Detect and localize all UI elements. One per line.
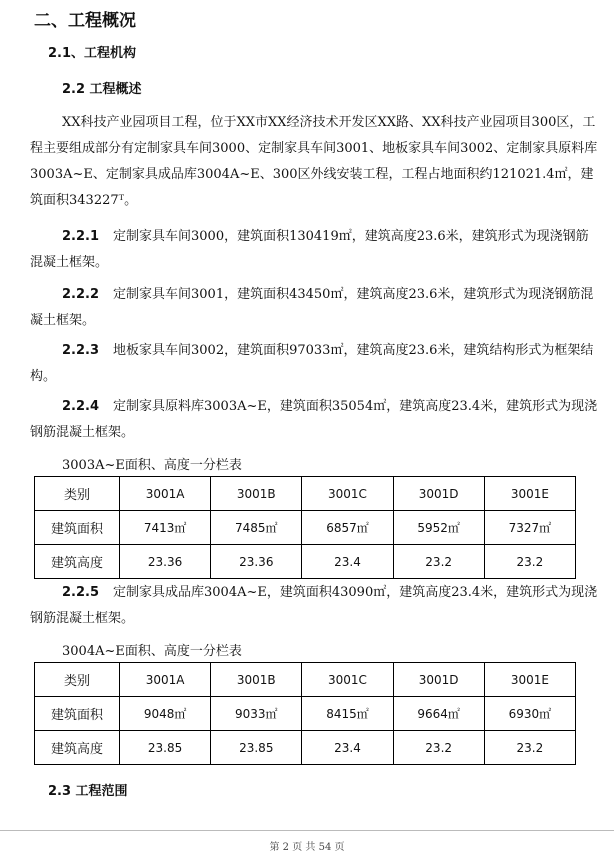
table-cell: 3001E (484, 663, 575, 697)
item-text: 定制家具车间3000，建筑面积130419㎡，建筑高度23.6米，建筑形式为现浇钢筋混凝土框架。 (30, 229, 589, 270)
table-3004 (34, 662, 576, 765)
table-cell: 3001B (211, 477, 302, 511)
table-cell: 9033㎡ (211, 697, 302, 731)
table-cell: 3001A (120, 663, 211, 697)
item-2-2-5 (30, 580, 600, 632)
table-row (35, 477, 576, 511)
table-3003 (34, 476, 576, 579)
table-cell: 23.4 (302, 545, 393, 579)
section-2-2-heading: 2.2 工程概述 (62, 82, 142, 97)
item-number: 2.2.2 (62, 287, 100, 302)
chapter-heading: 二、工程概况 (34, 11, 136, 31)
table2-caption: 3004A~E面积、高度一分栏表 (62, 644, 242, 659)
table-cell: 6930㎡ (484, 697, 575, 731)
item-text: 定制家具车间3001，建筑面积43450㎡，建筑高度23.6米，建筑形式为现浇钢筋混凝土框架。 (30, 287, 594, 328)
table-cell: 9048㎡ (120, 697, 211, 731)
table-cell: 建筑面积 (35, 511, 120, 545)
item-2-2-3 (30, 338, 600, 390)
item-2-2-4 (30, 394, 600, 446)
table-cell: 23.2 (484, 731, 575, 765)
item-text: 定制家具成品库3004A~E，建筑面积43090㎡，建筑高度23.4米，建筑形式为现浇钢筋混凝土框架。 (30, 585, 598, 626)
table-cell: 6857㎡ (302, 511, 393, 545)
table-cell: 23.2 (393, 545, 484, 579)
table-cell: 23.36 (211, 545, 302, 579)
table-cell: 3001C (302, 477, 393, 511)
item-number: 2.2.1 (62, 229, 100, 244)
table-cell: 9664㎡ (393, 697, 484, 731)
table-cell: 23.2 (484, 545, 575, 579)
table-cell: 类别 (35, 477, 120, 511)
table-row (35, 511, 576, 545)
footer-divider (0, 830, 614, 831)
item-number: 2.2.4 (62, 399, 100, 414)
table-cell: 23.2 (393, 731, 484, 765)
table-cell: 23.85 (120, 731, 211, 765)
table-cell: 7327㎡ (484, 511, 575, 545)
table-cell: 8415㎡ (302, 697, 393, 731)
intro-paragraph: XX科技产业园项目工程，位于XX市XX经济技术开发区XX路、XX科技产业园项目300区，工程主要组成部分有定制家具车间3000、定制家具车间3001、地板家具车间3002、定制家具原料库3003A~E、定制家具成品库3004A~E、300区外线安装工程，工程占地面积约121021.4㎡，建筑面积343227ᵀ。 (30, 115, 598, 208)
table-cell: 7485㎡ (211, 511, 302, 545)
table-cell: 3001D (393, 663, 484, 697)
table-cell: 建筑高度 (35, 545, 120, 579)
item-2-2-2 (30, 282, 600, 334)
table-cell: 7413㎡ (120, 511, 211, 545)
table1-caption: 3003A~E面积、高度一分栏表 (62, 458, 242, 473)
table-cell: 23.85 (211, 731, 302, 765)
table-cell: 3001E (484, 477, 575, 511)
table-row (35, 663, 576, 697)
table-row (35, 545, 576, 579)
table-row (35, 697, 576, 731)
table-cell: 3001B (211, 663, 302, 697)
table-cell: 23.4 (302, 731, 393, 765)
item-text: 地板家具车间3002，建筑面积97033㎡，建筑高度23.6米，建筑结构形式为框架结构。 (30, 343, 594, 384)
table-cell: 建筑面积 (35, 697, 120, 731)
table-cell: 建筑高度 (35, 731, 120, 765)
section-2-3-heading: 2.3 工程范围 (48, 784, 128, 799)
table-cell: 3001D (393, 477, 484, 511)
item-number: 2.2.3 (62, 343, 100, 358)
table-cell: 类别 (35, 663, 120, 697)
table-cell: 3001C (302, 663, 393, 697)
page-footer: 第 2 页 共 54 页 (269, 842, 345, 853)
item-text: 定制家具原料库3003A~E，建筑面积35054㎡，建筑高度23.4米，建筑形式为现浇钢筋混凝土框架。 (30, 399, 598, 440)
item-number: 2.2.5 (62, 585, 100, 600)
section-2-1-heading: 2.1、工程机构 (48, 46, 137, 61)
table-cell: 3001A (120, 477, 211, 511)
item-2-2-1 (30, 224, 600, 276)
table-cell: 23.36 (120, 545, 211, 579)
table-cell: 5952㎡ (393, 511, 484, 545)
table-row (35, 731, 576, 765)
